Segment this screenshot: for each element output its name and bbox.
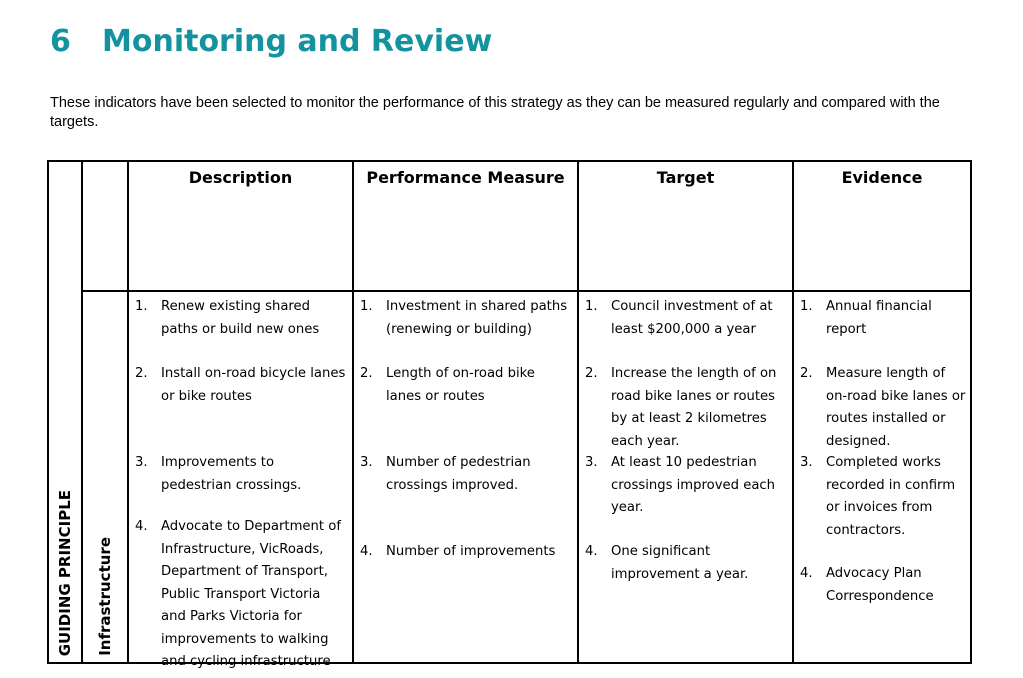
measure-item: 1. Investment in shared paths (renewing or building) <box>360 299 568 337</box>
category-label: Infrastructure <box>96 537 114 656</box>
header-performance-measure: Performance Measure <box>353 161 578 291</box>
description-item: 1. Renew existing shared paths or build new ones <box>135 299 320 337</box>
evidence-item: 1. Annual financial report <box>800 299 932 337</box>
intro-paragraph: These indicators have been selected to monitor the performance of this strategy as they can be measured regularly and compared with the targets. <box>50 95 940 130</box>
target-item: 1. Council investment of at least $200,000 a year <box>585 299 773 337</box>
target-item: 3. At least 10 pedestrian crossings improved each year. <box>585 455 776 515</box>
section-title: Monitoring and Review <box>102 24 493 59</box>
evidence-cell <box>793 291 971 663</box>
section-heading <box>50 24 492 59</box>
evidence-item: 4. Advocacy Plan Correspondence <box>800 566 934 604</box>
guiding-principle-cell <box>48 161 82 663</box>
measure-cell <box>353 291 578 663</box>
infrastructure-row <box>48 291 971 663</box>
header-evidence: Evidence <box>793 161 971 291</box>
measure-item: 3. Number of pedestrian crossings improved. <box>360 455 531 493</box>
description-item: 3. Improvements to pedestrian crossings. <box>135 455 302 493</box>
section-number: 6 <box>50 24 71 59</box>
measure-item: 4. Number of improvements <box>360 544 556 559</box>
monitoring-table <box>47 160 972 669</box>
guiding-principle-label: GUIDING PRINCIPLE <box>56 489 74 656</box>
header-description: Description <box>128 161 353 291</box>
header-target: Target <box>578 161 793 291</box>
evidence-item: 3. Completed works recorded in confirm or invoices from contractors. <box>800 455 956 538</box>
description-item: 4. Advocate to Department of Infrastructure, VicRoads, Department of Transport, Public Transport Victoria and Parks Victoria for improvements to walking and cycling infrastructure <box>135 519 341 669</box>
header-row <box>48 161 971 291</box>
evidence-item: 2. Measure length of on-road bike lanes or routes installed or designed. <box>800 366 966 449</box>
category-cell <box>82 291 128 663</box>
category-header-cell <box>82 161 128 291</box>
description-item: 2. Install on-road bicycle lanes or bike routes <box>135 366 346 404</box>
measure-item: 2. Length of on-road bike lanes or routes <box>360 366 535 404</box>
description-cell <box>128 291 353 669</box>
target-item: 2. Increase the length of on road bike lanes or routes by at least 2 kilometres each year. <box>585 366 777 449</box>
target-item: 4. One significant improvement a year. <box>585 544 749 582</box>
target-cell <box>578 291 793 663</box>
